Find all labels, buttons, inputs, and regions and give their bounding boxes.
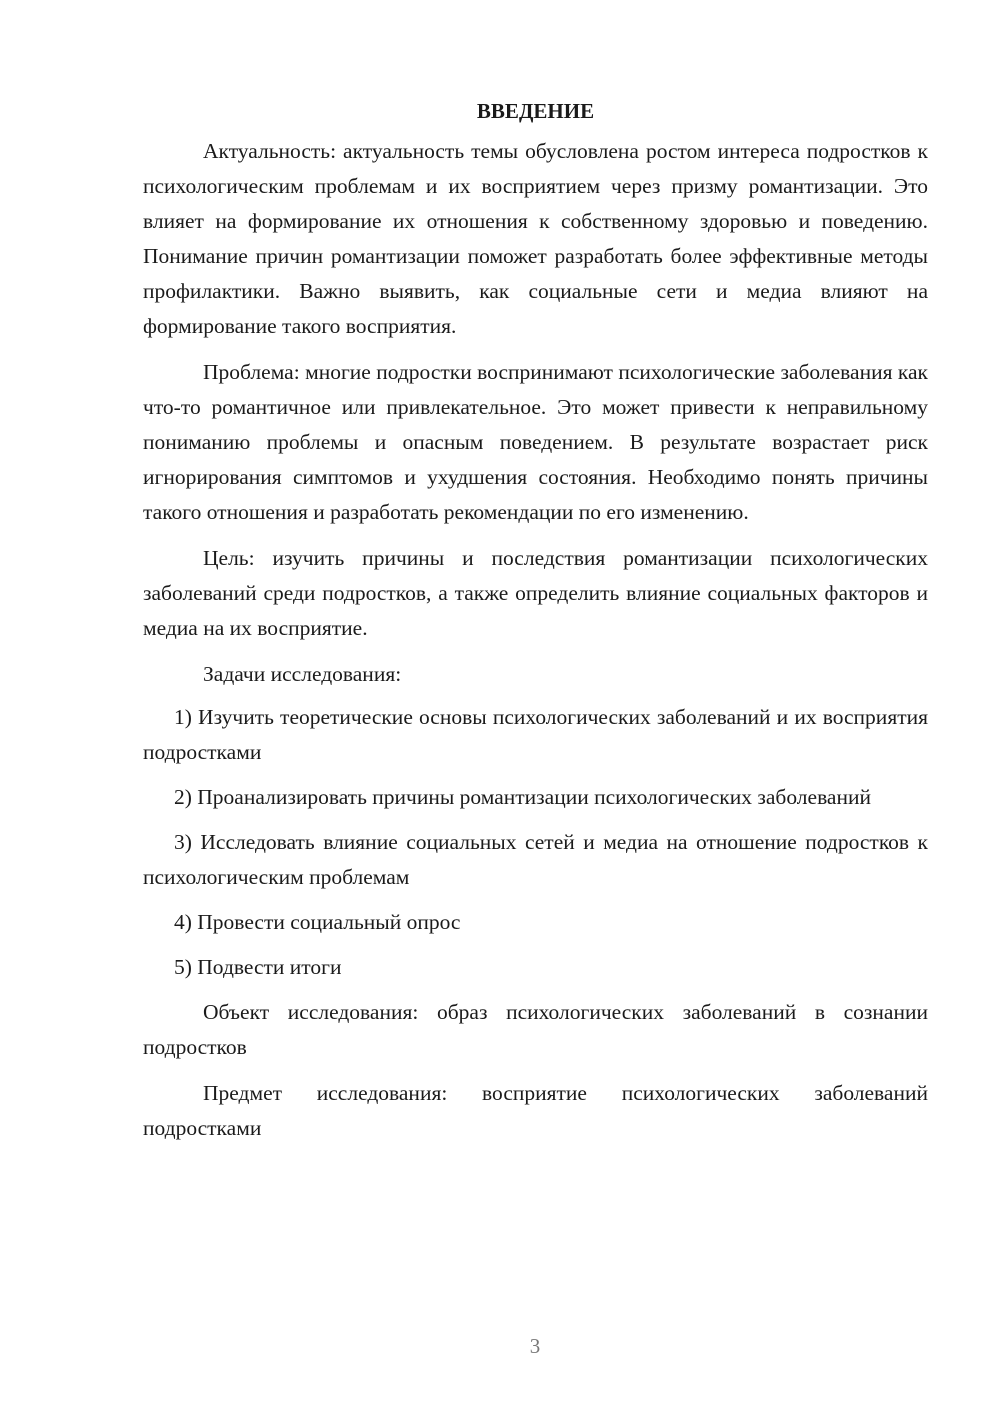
document-page: [143, 96, 928, 1157]
section-title: ВВЕДЕНИЕ: [476, 99, 595, 123]
task-item: 4) Провести социальный опрос: [174, 910, 461, 934]
task-item: 5) Подвести итоги: [174, 955, 342, 979]
problem-paragraph: Проблема: многие подростки воспринимают психологические заболевания как что-то романтичное или привлекательное. Это может привести к неправильному пониманию проблемы и опасным поведением. В результате возрастает риск игнорирования симптомов и ухудшения состояния. Необходимо понять причины такого отношения и разработать рекомендации по его изменению.: [143, 360, 928, 524]
tasks-heading: Задачи исследования:: [203, 662, 402, 686]
task-item: 1) Изучить теоретические основы психологических заболеваний и их восприятия подростками: [143, 705, 928, 764]
task-item: 3) Исследовать влияние социальных сетей и медиа на отношение подростков к психологическим проблемам: [143, 830, 928, 889]
goal-paragraph: Цель: изучить причины и последствия романтизации психологических заболеваний среди подростков, а также определить влияние социальных факторов и медиа на их восприятие.: [143, 546, 928, 640]
relevance-paragraph: Актуальность: актуальность темы обусловлена ростом интереса подростков к психологическим проблемам и их восприятием через призму романтизации. Это влияет на формирование их отношения к собственному здоровью и поведению. Понимание причин романтизации поможет разработать более эффективные методы профилактики. Важно выявить, как социальные сети и медиа влияют на формирование такого восприятия.: [143, 139, 928, 338]
task-item: 2) Проанализировать причины романтизации психологических заболеваний: [174, 785, 871, 809]
object-paragraph: Объект исследования: образ психологических заболеваний в сознании подростков: [143, 1000, 928, 1059]
subject-paragraph: Предмет исследования: восприятие психологических заболеваний подростками: [143, 1081, 928, 1140]
page-number: 3: [529, 1334, 541, 1358]
